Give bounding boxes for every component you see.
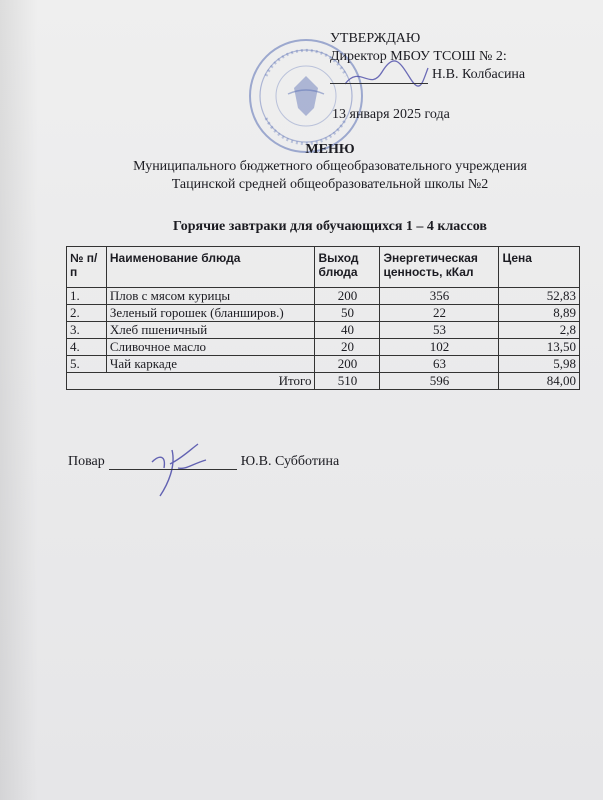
approval-signature-line (330, 66, 525, 84)
table-total-row (67, 373, 580, 390)
approval-name: Н.В. Колбасина (432, 67, 526, 82)
header-energy: Энергетическая ценность, кКал (380, 247, 499, 288)
table-row (67, 322, 580, 339)
menu-subtitle: Горячие завтраки для обучающихся 1 – 4 классов (173, 219, 487, 234)
cook-signature-block (68, 454, 339, 470)
row-number: 3. (67, 322, 107, 339)
row-energy: 63 (380, 356, 499, 373)
row-price: 13,50 (499, 339, 580, 356)
total-price: 84,00 (499, 373, 580, 390)
document-title: МЕНЮ (305, 142, 355, 157)
approval-date: 13 января 2025 года (332, 107, 450, 122)
row-energy: 53 (380, 322, 499, 339)
row-price: 2,8 (499, 322, 580, 339)
table-row (67, 356, 580, 373)
row-number: 4. (67, 339, 107, 356)
cook-label: Повар (68, 454, 105, 469)
row-output: 200 (315, 356, 380, 373)
header-dish-name: Наименование блюда (106, 247, 315, 288)
table-row (67, 288, 580, 305)
row-energy: 22 (380, 305, 499, 322)
row-output: 20 (315, 339, 380, 356)
total-energy: 596 (380, 373, 499, 390)
header-output: Выход блюда (315, 247, 380, 288)
page-shadow (0, 0, 38, 800)
row-number: 2. (67, 305, 107, 322)
institution-line-1: Муниципального бюджетного общеобразовательного учреждения (133, 159, 527, 174)
cook-signature-underline (109, 469, 237, 470)
total-label: Итого (67, 373, 315, 390)
table-row (67, 339, 580, 356)
cook-name: Ю.В. Субботина (240, 454, 340, 469)
cook-signature (146, 440, 216, 500)
institution-line-2: Тацинской средней общеобразовательной школы №2 (171, 177, 489, 192)
approval-position: Директор МБОУ ТСОШ № 2: (330, 49, 507, 64)
row-dish-name: Зеленый горошек (бланширов.) (106, 305, 315, 322)
header-number: № п/п (67, 247, 107, 288)
row-number: 1. (67, 288, 107, 305)
table-header-row (67, 247, 580, 288)
row-output: 200 (315, 288, 380, 305)
row-price: 8,89 (499, 305, 580, 322)
row-dish-name: Плов с мясом курицы (106, 288, 315, 305)
row-dish-name: Хлеб пшеничный (106, 322, 315, 339)
approval-title: УТВЕРЖДАЮ (330, 31, 421, 46)
row-price: 52,83 (499, 288, 580, 305)
row-dish-name: Сливочное масло (106, 339, 315, 356)
header-price: Цена (499, 247, 580, 288)
row-output: 50 (315, 305, 380, 322)
row-number: 5. (67, 356, 107, 373)
table-row (67, 305, 580, 322)
row-price: 5,98 (499, 356, 580, 373)
row-dish-name: Чай каркаде (106, 356, 315, 373)
approval-block (330, 30, 525, 124)
row-output: 40 (315, 322, 380, 339)
row-energy: 102 (380, 339, 499, 356)
menu-table (66, 246, 580, 390)
signature-underline (330, 83, 428, 84)
total-output: 510 (315, 373, 380, 390)
row-energy: 356 (380, 288, 499, 305)
